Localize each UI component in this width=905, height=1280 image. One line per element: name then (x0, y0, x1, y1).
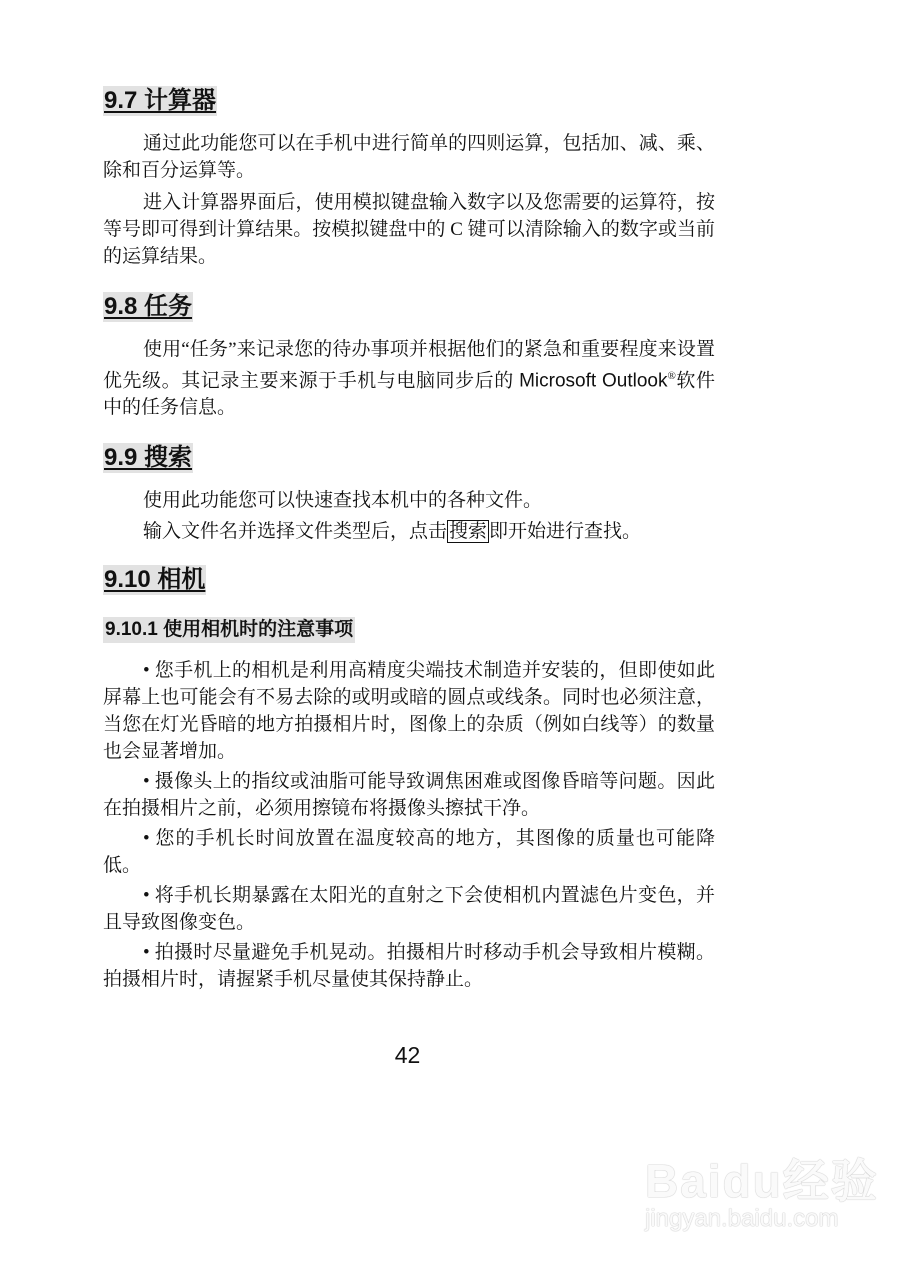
paragraph (103, 336, 715, 421)
bullet-item: • 将手机长期暴露在太阳光的直射之下会使相机内置滤色片变色，并且导致图像变色。 (103, 885, 715, 933)
bullet-item: • 您的手机长时间放置在温度较高的地方，其图像的质量也可能降低。 (103, 828, 715, 876)
section-9-9 (103, 443, 715, 545)
paragraph: 进入计算器界面后，使用模拟键盘输入数字以及您需要的运算符，按等号即可得到计算结果。按模拟键盘中的 C 键可以清除输入的数字或当前的运算结果。 (103, 192, 715, 267)
registered-mark: ® (667, 370, 676, 382)
paragraph (103, 518, 715, 545)
baidu-watermark (645, 1145, 879, 1233)
subsection-heading: 9.10.1 使用相机时的注意事项 (103, 617, 355, 643)
text: 输入文件名并选择文件类型后，点击 (143, 521, 448, 542)
section-heading: 9.10 相机 (104, 566, 206, 593)
section-9-10 (103, 565, 715, 993)
paragraph: 通过此功能您可以在手机中进行简单的四则运算，包括加、减、乘、除和百分运算等。 (103, 133, 715, 181)
text: 软件中的任务信息。 (103, 370, 715, 419)
search-button-label: 搜索 (449, 521, 488, 542)
section-heading: 9.8 任务 (104, 293, 193, 320)
section-heading: 9.9 搜索 (104, 444, 193, 471)
bullet-item: • 您手机上的相机是利用高精度尖端技术制造并安装的，但即使如此屏幕上也可能会有不易去除的或明或暗的圆点或线条。同时也必须注意，当您在灯光昏暗的地方拍摄相片时，图像上的杂质（例如白线等）的数量也会显著增加。 (103, 660, 715, 762)
brand-name: Microsoft Outlook (519, 370, 668, 392)
page-number: 42 (394, 1042, 421, 1068)
text: 使用“任务”来记录您的待办事项并根据他们的紧急和重要程度来设置优先级。其记录主要来源于手机与电脑同步后的 (103, 339, 715, 392)
section-heading: 9.7 计算器 (104, 87, 217, 114)
paragraph: 使用此功能您可以快速查找本机中的各种文件。 (143, 490, 543, 511)
section-9-7 (103, 86, 715, 270)
baidu-logo: Baidu经验 (645, 1155, 879, 1207)
bullet-item: • 拍摄时尽量避免手机晃动。拍摄相片时移动手机会导致相片模糊。拍摄相片时，请握紧手机尽量使其保持静止。 (103, 942, 715, 990)
section-9-8 (103, 292, 715, 421)
bullet-item: • 摄像头上的指纹或油脂可能导致调焦困难或图像昏暗等问题。因此在拍摄相片之前，必须用擦镜布将摄像头擦拭干净。 (103, 771, 715, 819)
watermark-url: jingyan.baidu.com (645, 1205, 839, 1232)
text: 即开始进行查找。 (489, 521, 642, 542)
